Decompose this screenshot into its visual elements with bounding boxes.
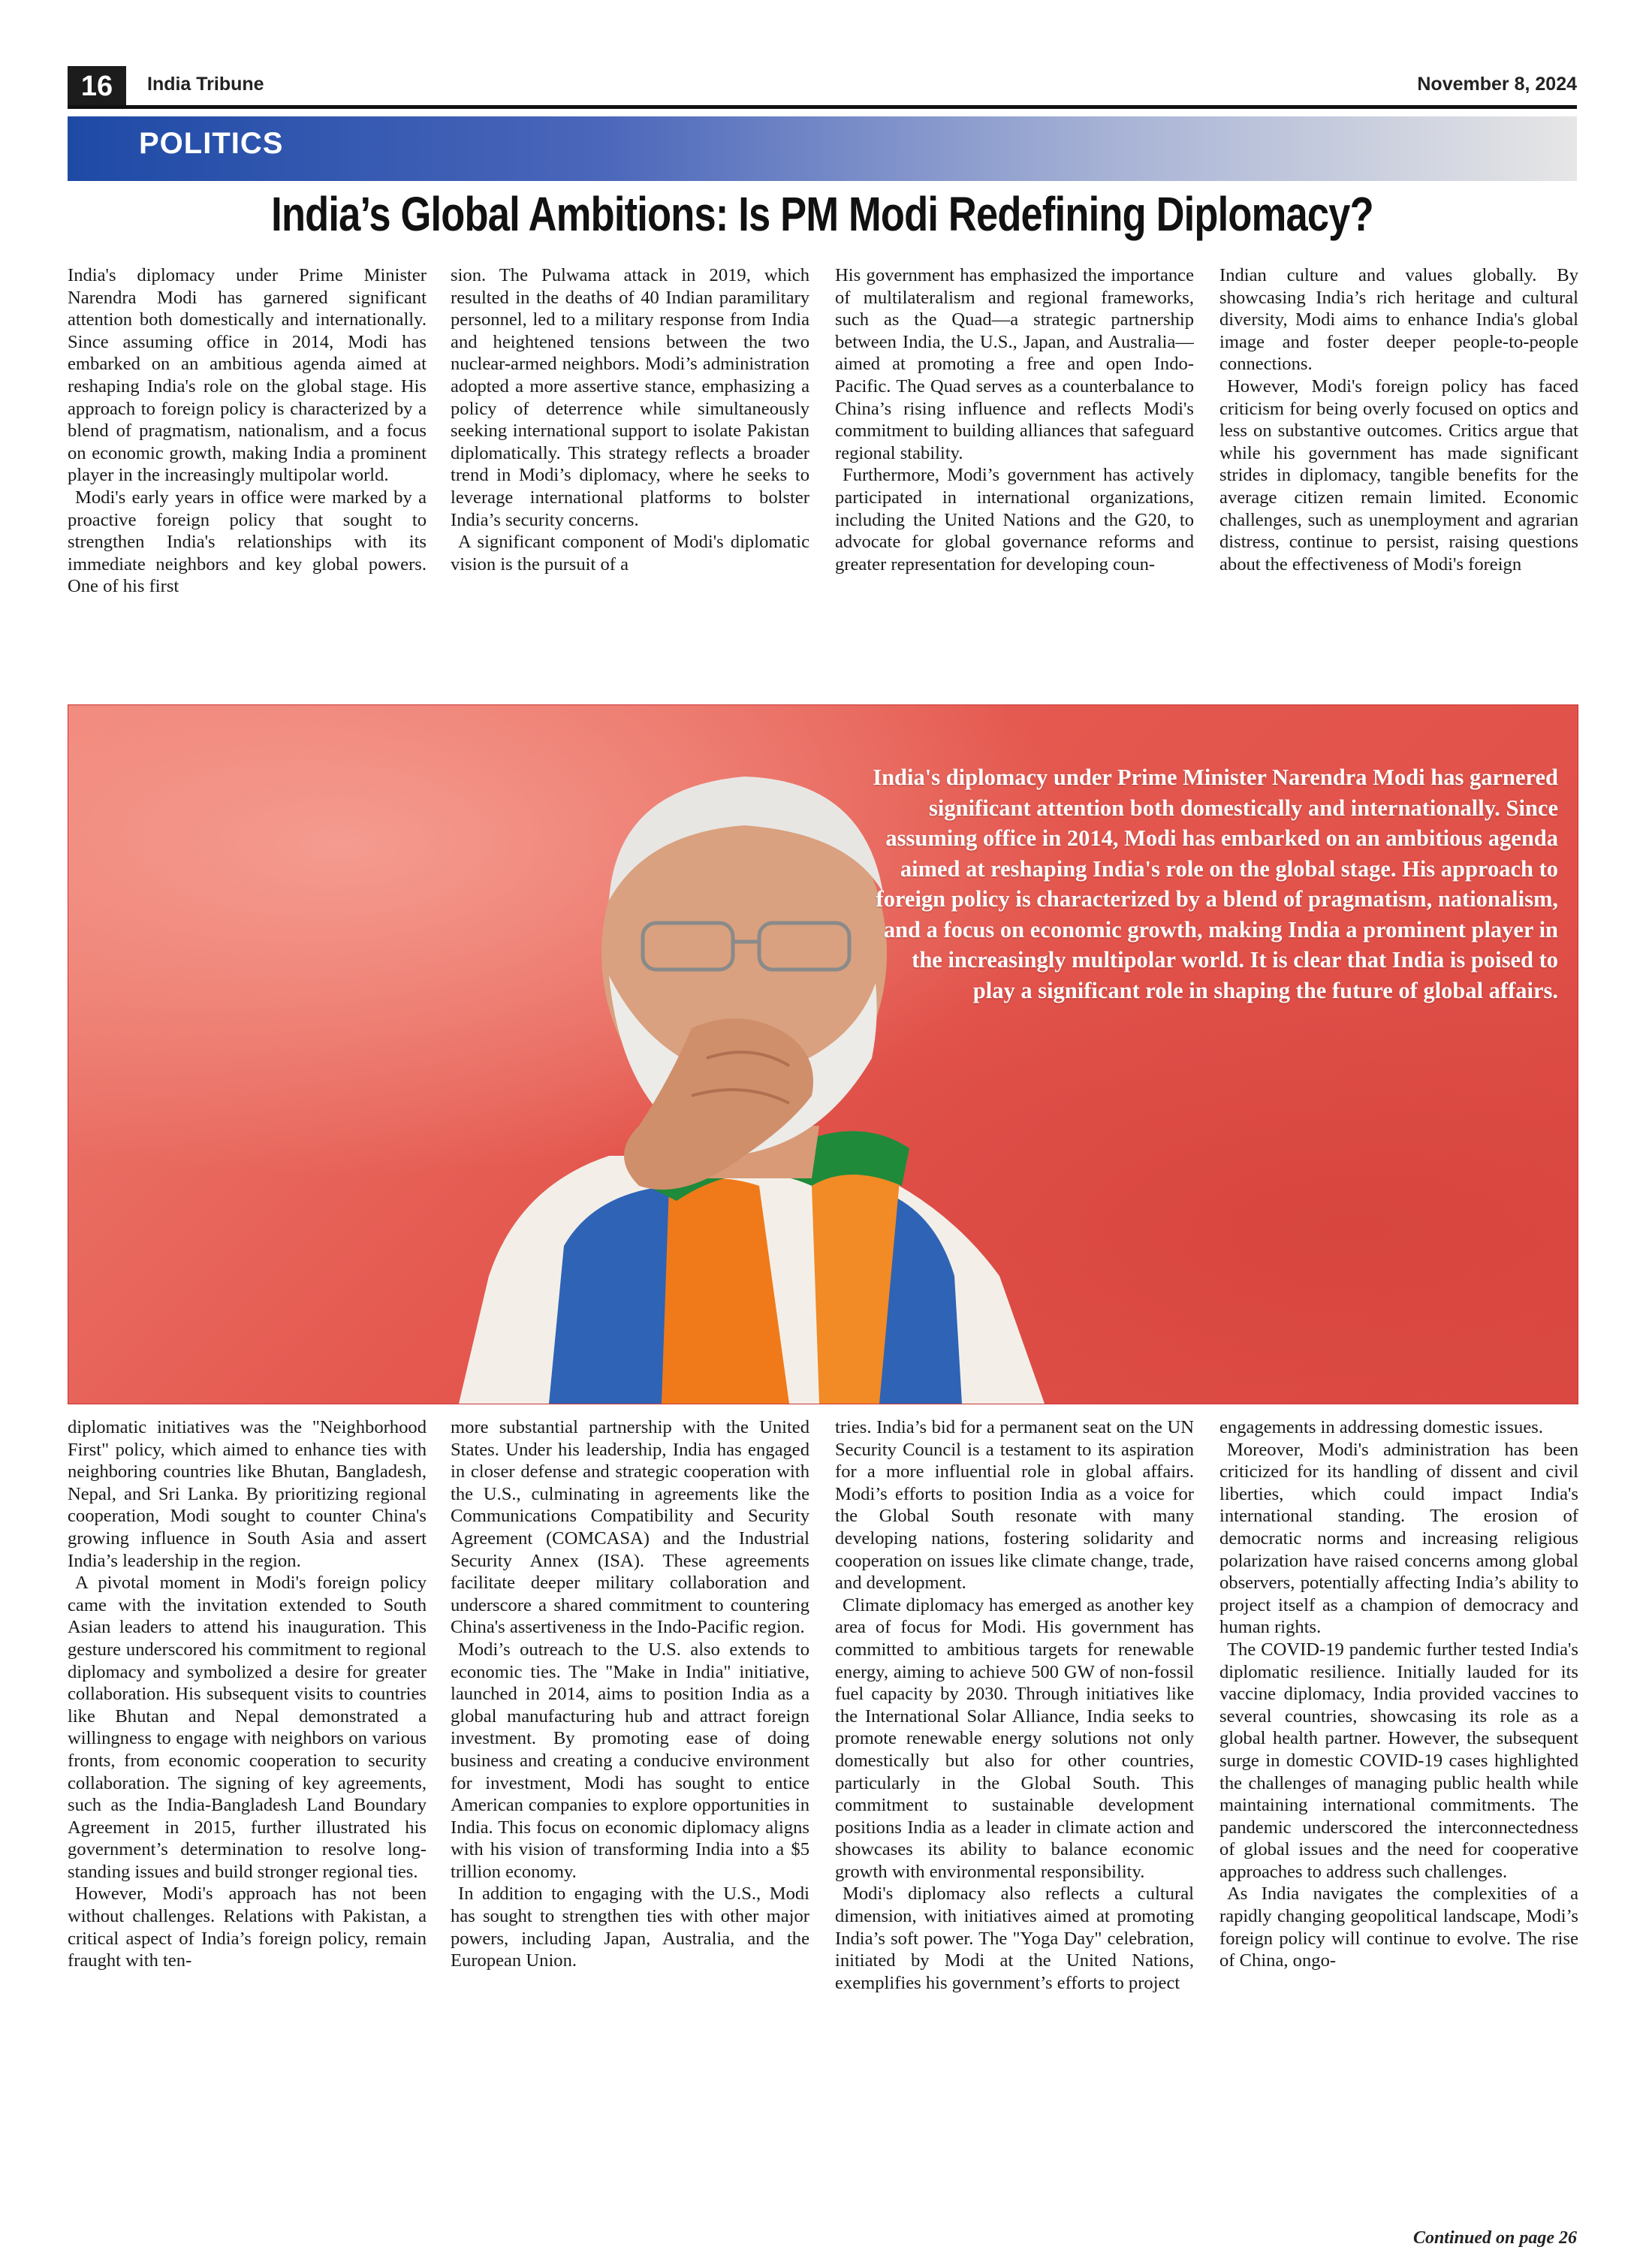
paragraph: Modi’s outreach to the U.S. also extends to economic ties. The "Make in India" initiative, launched in 2014, aims to position India as a global manufacturing hub and attract foreign investment. By promoting ease of doing business and creating a conducive environment for investment, Modi has sought to entice American companies to explore opportunities in India. This focus on economic diplomacy aligns with his vision of transforming India into a $5 trillion economy. [451, 1639, 809, 1882]
paragraph: Modi's diplomacy also reflects a cultural dimension, with initiatives aimed at promoting India’s soft power. The "Yoga Day" celebration, initiated by Modi at the United Nations, exemplifies his government’s efforts to project [835, 1884, 1194, 1993]
continued-note[interactable]: Continued on page 26 [1412, 2228, 1577, 2248]
column-3-top [835, 264, 1194, 691]
pull-quote: India's diplomacy under Prime Minister Narendra Modi has garnered significant attention both domestically and internationally. Since assuming office in 2014, Modi has embarked on an ambitious agenda aimed at reshaping India's role on the global stage. His approach to foreign policy is characterized by a blend of pragmatism, nationalism, and a focus on economic growth, making India a prominent player in the increasingly multipolar world. It is clear that India is poised to play a significant role in shaping the future of global affairs. [873, 765, 1558, 1003]
section-label: POLITICS [139, 127, 284, 160]
column-2-top [451, 264, 809, 691]
paragraph: Indian culture and values globally. By showcasing India’s rich heritage and cultural diversity, Modi aims to enhance India's global image and foster deeper people-to-people connections. [1219, 265, 1578, 375]
paragraph: A significant component of Modi's diplomatic vision is the pursuit of a [451, 532, 809, 575]
column-1-top [68, 264, 427, 691]
paragraph: Furthermore, Modi’s government has actively participated in international organizations, including the United Nations and the G20, to advocate for global governance reforms and greater representation for developing coun- [835, 465, 1194, 575]
page-number: 16 [68, 66, 126, 105]
paragraph: Climate diplomacy has emerged as another key area of focus for Modi. His government has committed to ambitious targets for renewable energy, aiming to achieve 500 GW of non-fossil fuel capacity by 2030. Through initiatives like the International Solar Alliance, India seeks to promote renewable energy solutions not only domestically but also for other countries, particularly in the Global South. This commitment to sustainable development positions India as a leader in climate action and showcases its ability to balance economic growth with environmental responsibility. [835, 1594, 1194, 1882]
column-3-bottom [835, 1416, 1194, 2226]
paragraph: His government has emphasized the importance of multilateralism and regional frameworks, such as the Quad—a strategic partnership between India, the U.S., Japan, and Australia—aimed at promoting a free and open Indo-Pacific. The Quad serves as a counterbalance to China’s rising influence and reflects Modi's commitment to building alliances that safeguard regional stability. [835, 265, 1194, 463]
issue-date: November 8, 2024 [1417, 74, 1577, 95]
paragraph: sion. The Pulwama attack in 2019, which resulted in the deaths of 40 Indian paramilitary personnel, led to a military response from India and heightened tensions between the two nuclear-armed neighbors. Modi’s administration adopted a more assertive stance, emphasizing a policy of deterrence while simultaneously seeking international support to isolate Pakistan diplomatically. This strategy reflects a broader trend in Modi’s diplomacy, where he seeks to leverage international platforms to bolster India’s security concerns. [451, 265, 809, 530]
column-4-bottom [1219, 1416, 1578, 2226]
paragraph: engagements in addressing domestic issues. [1219, 1417, 1543, 1437]
paragraph: As India navigates the complexities of a rapidly changing geopolitical landscape, Modi’s foreign policy will continue to evolve. The rise of China, ongo- [1219, 1884, 1578, 1971]
article-headline: India’s Global Ambitions: Is PM Modi Redefining Diplomacy? [271, 187, 1373, 241]
paragraph: Moreover, Modi's administration has been criticized for its handling of dissent and civil liberties, which could impact India's international standing. The erosion of democratic norms and increasing religious polarization have raised concerns among global observers, potentially affecting India’s ability to project itself as a champion of democracy and human rights. [1219, 1439, 1578, 1638]
column-1-bottom [68, 1416, 427, 2226]
paragraph: In addition to engaging with the U.S., Modi has sought to strengthen ties with other major powers, including Japan, Australia, and the European Union. [451, 1884, 809, 1971]
paragraph: A pivotal moment in Modi's foreign policy came with the invitation extended to South Asian leaders to attend his inauguration. This gesture underscored his commitment to regional diplomacy and symbolized a desire for greater collaboration. His subsequent visits to countries like Bhutan and Nepal demonstrated a willingness to engage with neighbors on various fronts, from economic cooperation to security collaboration. The signing of key agreements, such as the India-Bangladesh Land Boundary Agreement in 2015, further illustrated his government’s determination to resolve long-standing issues and build stronger regional ties. [68, 1573, 427, 1882]
column-4-top [1219, 264, 1578, 691]
article-photo [68, 704, 1578, 1404]
paragraph: tries. India’s bid for a permanent seat on the UN Security Council is a testament to its aspiration for a more influential role in global affairs. Modi’s efforts to position India as a voice for the Global South resonate with many developing nations, fostering solidarity and cooperation on issues like climate change, trade, and development. [835, 1417, 1194, 1594]
paragraph: However, Modi's approach has not been without challenges. Relations with Pakistan, a critical aspect of India’s foreign policy, remain fraught with ten- [68, 1884, 427, 1971]
section-banner [68, 116, 1577, 181]
publication-name: India Tribune [147, 74, 264, 95]
paragraph: Modi's early years in office were marked by a proactive foreign policy that sought to strengthen India's relationships with its immediate neighbors and key global powers. One of his first [68, 487, 427, 597]
paragraph: more substantial partnership with the United States. Under his leadership, India has engaged in closer defense and strategic cooperation with the U.S., culminating in agreements like the Communications Compatibility and Security Agreement (COMCASA) and the Industrial Security Annex (ISA). These agreements facilitate deeper military collaboration and underscore a shared commitment to countering China's assertiveness in the Indo-Pacific region. [451, 1417, 809, 1638]
column-2-bottom [451, 1416, 809, 2226]
paragraph: However, Modi's foreign policy has faced criticism for being overly focused on optics and less on substantive outcomes. Critics argue that while his government has made significant strides in diplomacy, tangible benefits for the average citizen remain limited. Economic challenges, such as unemployment and agrarian distress, continue to persist, raising questions about the effectiveness of Modi's foreign [1219, 376, 1578, 575]
paragraph: India's diplomacy under Prime Minister Narendra Modi has garnered significant attention both domestically and internationally. Since assuming office in 2014, Modi has embarked on an ambitious agenda aimed at reshaping India's role on the global stage. His approach to foreign policy is characterized by a blend of pragmatism, nationalism, and a focus on economic growth, making India a prominent player in the increasingly multipolar world. [68, 265, 427, 486]
paragraph: diplomatic initiatives was the "Neighborhood First" policy, which aimed to enhance ties with neighboring countries like Bhutan, Bangladesh, Nepal, and Sri Lanka. By prioritizing regional cooperation, Modi sought to counter China's growing influence in South Asia and assert India’s leadership in the region. [68, 1417, 427, 1571]
paragraph: The COVID-19 pandemic further tested India's diplomatic resilience. Initially lauded for its vaccine diplomacy, India provided vaccines to several countries, showcasing its role as a global health partner. However, the subsequent surge in domestic COVID-19 cases highlighted the challenges of managing public health while maintaining international commitments. The pandemic underscored the interconnectedness of global issues and the need for cooperative approaches to address such challenges. [1219, 1639, 1578, 1882]
page-header [68, 66, 1577, 109]
